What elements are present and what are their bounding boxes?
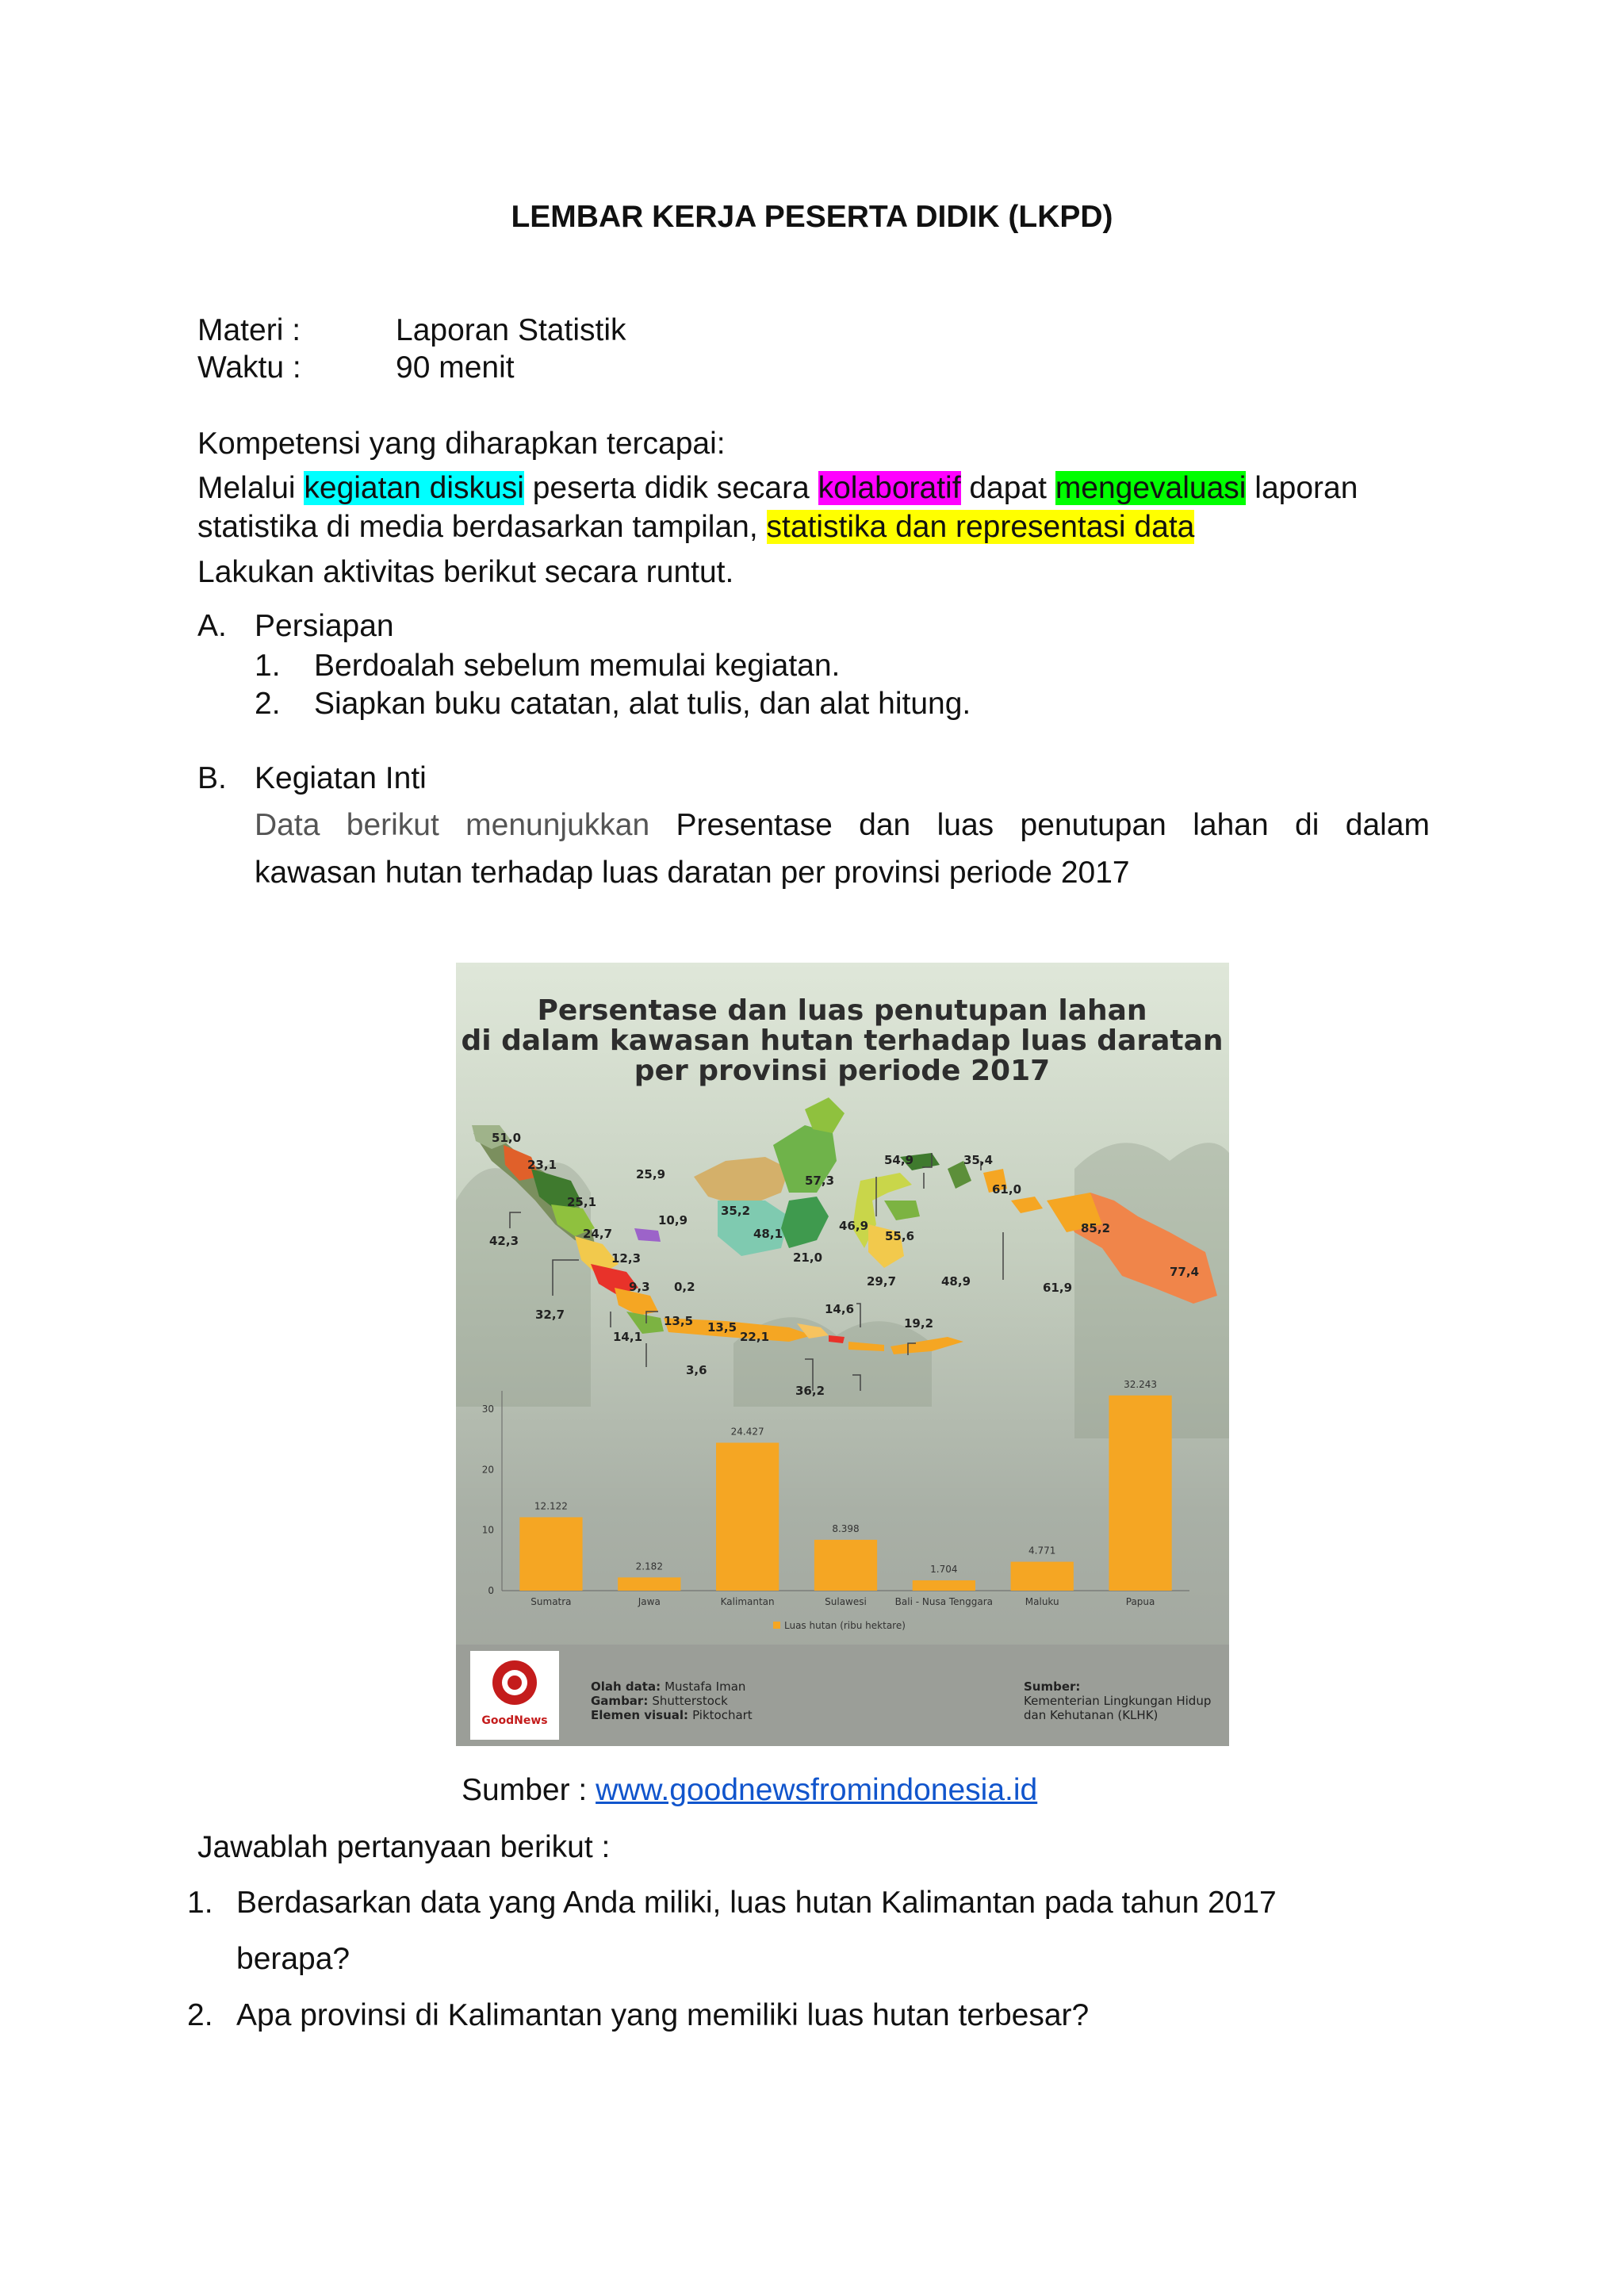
- credit-gambar: Gambar: Shutterstock: [591, 1694, 728, 1708]
- map-value-label: 22,1: [740, 1330, 770, 1344]
- y-tick-label: 20: [481, 1464, 494, 1476]
- x-tick-label: Sumatra: [530, 1596, 572, 1607]
- highlight-kolaboratif: kolaboratif: [818, 471, 961, 505]
- intro-word: berikut: [346, 808, 439, 842]
- map-value-label: 32,7: [535, 1308, 565, 1322]
- map-value-label: 51,0: [492, 1131, 522, 1145]
- map-value-label: 36,2: [795, 1384, 825, 1398]
- bar: [618, 1577, 680, 1591]
- list-item: Siapkan buku catatan, alat tulis, dan alat hitung.: [314, 687, 971, 721]
- bar: [1011, 1562, 1074, 1591]
- questions-intro: Jawablah pertanyaan berikut :: [197, 1830, 611, 1864]
- page-title: LEMBAR KERJA PESERTA DIDIK (LKPD): [511, 200, 1113, 234]
- map-value-label: 13,5: [707, 1320, 737, 1335]
- question-text: berapa?: [236, 1942, 350, 1976]
- intro-word: menunjukkan: [465, 808, 650, 842]
- bar-value-label: 8.398: [832, 1522, 860, 1534]
- map-value-label: 35,4: [963, 1153, 994, 1167]
- y-tick-label: 30: [481, 1403, 494, 1415]
- infographic-canvas: [456, 963, 1229, 1746]
- question-text: Apa provinsi di Kalimantan yang memiliki luas hutan terbesar?: [236, 1998, 1090, 2032]
- bar-value-label: 32.243: [1124, 1378, 1158, 1390]
- section-a-title: Persiapan: [255, 609, 394, 643]
- map-value-label: 25,1: [567, 1195, 597, 1209]
- map-value-label: 14,1: [613, 1330, 643, 1344]
- map-value-label: 85,2: [1081, 1221, 1111, 1235]
- kompetensi-text: statistika di media berdasarkan tampilan,: [197, 510, 767, 544]
- legend-swatch: [773, 1622, 780, 1629]
- map-value-label: 19,2: [904, 1316, 934, 1331]
- map-value-label: 55,6: [885, 1229, 915, 1243]
- map-value-label: 25,9: [636, 1167, 666, 1181]
- map-value-label: 12,3: [611, 1251, 642, 1266]
- bar-value-label: 4.771: [1028, 1545, 1056, 1557]
- map-value-label: 29,7: [867, 1274, 897, 1289]
- legend-label: Luas hutan (ribu hektare): [784, 1620, 906, 1631]
- y-tick-label: 10: [481, 1524, 494, 1536]
- highlight-statistika: statistika dan representasi data: [766, 510, 1195, 544]
- intro-word: dalam: [1345, 808, 1430, 842]
- bar-value-label: 24.427: [730, 1426, 764, 1438]
- waktu-label: Waktu :: [197, 350, 301, 385]
- highlight-mengevaluasi: mengevaluasi: [1055, 471, 1247, 505]
- kompetensi-line-1: [197, 469, 1358, 508]
- map-value-label: 48,1: [753, 1227, 783, 1241]
- source-label: Sumber :: [462, 1773, 596, 1807]
- map-value-label: 23,1: [527, 1158, 557, 1172]
- map-value-label: 42,3: [489, 1234, 519, 1248]
- chart-legend: [773, 1620, 906, 1631]
- instruction: Lakukan aktivitas berikut secara runtut.: [197, 555, 734, 589]
- section-b-title: Kegiatan Inti: [255, 761, 427, 795]
- question-number: 2.: [187, 1998, 213, 2032]
- credit-olah: Olah data: Mustafa Iman: [591, 1679, 746, 1694]
- map-value-label: 57,3: [805, 1174, 835, 1188]
- kompetensi-text: peserta didik secara: [523, 471, 818, 505]
- map-value-label: 77,4: [1170, 1265, 1200, 1279]
- intro-word: dan: [859, 808, 911, 842]
- source-line: Kementerian Lingkungan Hidup: [1024, 1694, 1212, 1708]
- section-b-intro-line-1: [255, 806, 1430, 845]
- intro-word: di: [1295, 808, 1320, 842]
- y-tick-label: 0: [488, 1585, 494, 1596]
- source-line: dan Kehutanan (KLHK): [1024, 1708, 1159, 1722]
- logo-text: GoodNews: [481, 1714, 548, 1727]
- map-value-label: 48,9: [941, 1274, 971, 1289]
- intro-word: lahan: [1193, 808, 1269, 842]
- source-link[interactable]: www.goodnewsfromindonesia.id: [596, 1773, 1038, 1807]
- source-label: Sumber:: [1024, 1679, 1081, 1694]
- map-value-label: 0,2: [674, 1280, 695, 1294]
- list-item-number: 1.: [255, 649, 281, 683]
- kompetensi-line-2: [197, 507, 1194, 547]
- intro-word: penutupan: [1020, 808, 1166, 842]
- map-value-label: 35,2: [721, 1204, 751, 1218]
- credit-elemen: Elemen visual: Piktochart: [591, 1708, 753, 1722]
- bar-value-label: 1.704: [930, 1563, 958, 1575]
- goodnews-logo: [470, 1651, 559, 1740]
- map-value-label: 13,5: [664, 1314, 694, 1328]
- list-item-number: 2.: [255, 687, 281, 721]
- question-text: Berdasarkan data yang Anda miliki, luas hutan Kalimantan pada tahun 2017: [236, 1886, 1277, 1920]
- intro-word: Presentase: [676, 808, 833, 842]
- x-tick-label: Kalimantan: [720, 1596, 775, 1607]
- map-value-label: 9,3: [629, 1280, 650, 1294]
- intro-word: luas: [936, 808, 994, 842]
- map-value-label: 61,0: [992, 1182, 1022, 1197]
- bar: [814, 1540, 877, 1591]
- map-value-label: 21,0: [793, 1250, 823, 1265]
- logo-emblem-core: [508, 1676, 522, 1690]
- map-value-label: 3,6: [686, 1363, 707, 1377]
- kompetensi-text: Melalui: [197, 471, 304, 505]
- infographic-title-line: Persentase dan luas penutupan lahan: [537, 994, 1147, 1027]
- infographic: [456, 963, 1229, 1746]
- section-a-marker: A.: [197, 609, 227, 643]
- map-value-label: 24,7: [583, 1227, 613, 1241]
- materi-label: Materi :: [197, 313, 301, 347]
- map-value-label: 54,9: [884, 1153, 914, 1167]
- materi-value: Laporan Statistik: [396, 313, 626, 347]
- kompetensi-heading: Kompetensi yang diharapkan tercapai:: [197, 427, 726, 461]
- waktu-value: 90 menit: [396, 350, 515, 385]
- bar: [1109, 1396, 1171, 1591]
- source-line: [462, 1771, 1037, 1810]
- map-value-label: 10,9: [658, 1213, 688, 1227]
- x-tick-label: Jawa: [638, 1596, 661, 1607]
- question-number: 1.: [187, 1886, 213, 1920]
- bar: [913, 1580, 975, 1591]
- bar: [519, 1517, 582, 1591]
- kompetensi-text: laporan: [1246, 471, 1358, 505]
- intro-word: Data: [255, 808, 320, 842]
- x-tick-label: Papua: [1125, 1596, 1155, 1607]
- x-tick-label: Maluku: [1025, 1596, 1059, 1607]
- section-b-intro-line-2: kawasan hutan terhadap luas daratan per provinsi periode 2017: [255, 856, 1130, 890]
- bar-value-label: 12.122: [534, 1500, 568, 1512]
- map-value-label: 61,9: [1043, 1281, 1073, 1295]
- bar: [716, 1442, 779, 1591]
- bar-value-label: 2.182: [635, 1561, 663, 1572]
- map-value-label: 46,9: [839, 1219, 869, 1233]
- x-tick-label: Sulawesi: [825, 1596, 867, 1607]
- infographic-title-line: di dalam kawasan hutan terhadap luas daratan: [461, 1024, 1224, 1057]
- kompetensi-text: dapat: [960, 471, 1055, 505]
- map-value-label: 14,6: [825, 1302, 855, 1316]
- section-b-marker: B.: [197, 761, 227, 795]
- highlight-kegiatan-diskusi: kegiatan diskusi: [304, 471, 524, 505]
- infographic-title-line: per provinsi periode 2017: [634, 1055, 1051, 1087]
- x-tick-label: Bali - Nusa Tenggara: [894, 1596, 994, 1607]
- list-item: Berdoalah sebelum memulai kegiatan.: [314, 649, 841, 683]
